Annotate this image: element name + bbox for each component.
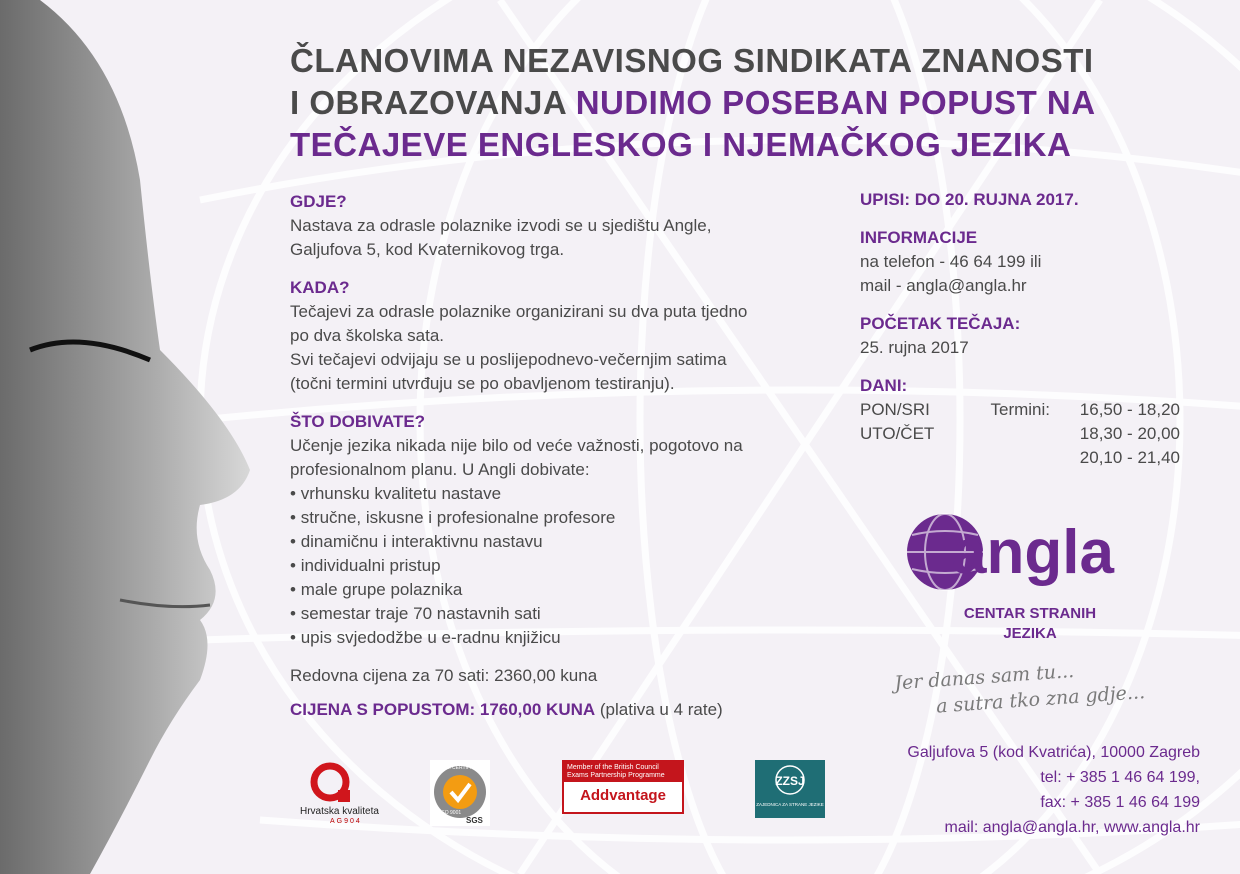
sto-line-1: Učenje jezika nikada nije bilo od veće važnosti, pogotovo na — [290, 436, 743, 455]
sgs-iso-badge — [430, 760, 490, 826]
right-column — [860, 188, 1190, 484]
telephone: tel: + 385 1 46 64 199, — [1040, 769, 1200, 786]
mail-web: mail: angla@angla.hr, www.angla.hr — [944, 819, 1200, 836]
contact-info — [860, 740, 1200, 840]
gdje-line-1: Nastava za odrasle polaznike izvodi se u sjedištu Angle, — [290, 216, 712, 235]
upisi-block — [860, 188, 1190, 212]
gdje-title: GDJE? — [290, 192, 347, 211]
start-date: 25. rujna 2017 — [860, 338, 969, 357]
list-item: • upis svjedodžbe u e-radnu knjižicu — [290, 626, 830, 650]
time-1: 16,50 - 18,20 — [1079, 400, 1180, 419]
left-column — [290, 190, 830, 722]
logo-subtitle — [900, 604, 1160, 644]
sgs-text: SGS — [466, 816, 483, 825]
headline — [290, 40, 1190, 166]
kada-line-4: (točni termini utvrđuju se po obavljenom testiranju). — [290, 374, 675, 393]
info-phone: na telefon - 46 64 199 ili — [860, 252, 1042, 271]
day-1: PON/SRI — [860, 400, 930, 419]
termini-label: Termini: — [990, 400, 1050, 419]
headline-line-3: TEČAJEVE ENGLESKOG I NJEMAČKOG JEZIKA — [290, 126, 1072, 163]
days-title: DANI: — [860, 376, 908, 395]
list-item: • stručne, iskusne i profesionalne profesore — [290, 506, 830, 530]
addvantage-box — [562, 760, 684, 814]
headline-line-1: ČLANOVIMA NEZAVISNOG SINDIKATA ZNANOSTI — [290, 42, 1094, 79]
info-block — [860, 226, 1190, 298]
headline-line-2-purple: NUDIMO POSEBAN POPUST NA — [575, 84, 1096, 121]
angla-logo — [900, 505, 1160, 600]
days-block — [860, 374, 1190, 470]
headline-line-2 — [290, 82, 1190, 124]
hrvatska-kvaliteta-badge — [300, 760, 410, 830]
list-item: • male grupe polaznika — [290, 578, 830, 602]
discount-price: CIJENA S POPUSTOM: 1760,00 KUNA — [290, 700, 596, 719]
logo-subtitle-line-2: JEZIKA — [1003, 625, 1057, 642]
day-2: UTO/ČET — [860, 424, 935, 443]
benefits-list — [290, 482, 830, 650]
start-block — [860, 312, 1190, 360]
zzsj-text: ZZSJ — [775, 774, 805, 788]
list-item: • dinamičnu i interaktivnu nastavu — [290, 530, 830, 554]
logo-text: angla — [952, 518, 1114, 587]
gdje-line-2: Galjufova 5, kod Kvaternikovog trga. — [290, 240, 565, 259]
kada-line-2: po dva školska sata. — [290, 326, 445, 345]
british-council-addvantage-badge — [562, 760, 684, 814]
discount-price-line — [290, 698, 830, 722]
slogan-line-2: a sutra tko zna gdje... — [935, 681, 1146, 718]
start-title: POČETAK TEČAJA: — [860, 314, 1021, 333]
info-title: INFORMACIJE — [860, 228, 978, 247]
info-mail: mail - angla@angla.hr — [860, 276, 1027, 295]
face-profile-image — [0, 0, 300, 874]
list-item: • vrhunsku kvalitetu nastave — [290, 482, 830, 506]
sgs-top-text: SYSTEM CERTIFICATION — [430, 765, 490, 771]
hk-code: AG904 — [330, 818, 362, 825]
gdje-body — [290, 214, 830, 262]
headline-line-2-grey: I OBRAZOVANJA — [290, 84, 576, 121]
sto-line-2: profesionalnom planu. U Angli dobivate: — [290, 460, 590, 479]
hk-name: Hrvatska kvaliteta — [300, 806, 379, 817]
logo-subtitle-line-1: CENTAR STRANIH — [963, 605, 1097, 622]
kada-line-3: Svi tečajevi odvijaju se u poslijepodnevo-večernjim satima — [290, 350, 727, 369]
addvantage-text: Addvantage — [580, 787, 666, 804]
kada-title: KADA? — [290, 278, 350, 297]
list-item: • semestar traje 70 nastavnih sati — [290, 602, 830, 626]
upisi-deadline: UPISI: DO 20. RUJNA 2017. — [860, 190, 1079, 209]
schedule-grid — [860, 398, 1190, 470]
certification-badges — [300, 760, 860, 830]
time-2: 18,30 - 20,00 — [1079, 424, 1180, 443]
kada-line-1: Tečajevi za odrasle polaznike organizirani su dva puta tjedno — [290, 302, 748, 321]
zzsj-badge — [755, 760, 825, 818]
address: Galjufova 5 (kod Kvatrića), 10000 Zagreb — [907, 744, 1200, 761]
zzsj-subtext: ZAJEDNICA ZA STRANE JEZIKE — [756, 802, 824, 807]
fax: fax: + 385 1 46 64 199 — [1040, 794, 1200, 811]
slogan-line-1: Jer danas sam tu... — [893, 659, 1075, 695]
kada-body — [290, 300, 830, 396]
addvantage-top-text: Member of the British Council Exams Partnership Programme — [564, 762, 682, 782]
sto-dobivate-title: ŠTO DOBIVATE? — [290, 412, 426, 431]
discount-note: (plativa u 4 rate) — [595, 700, 723, 719]
regular-price: Redovna cijena za 70 sati: 2360,00 kuna — [290, 666, 598, 685]
sto-dobivate-body — [290, 434, 830, 650]
time-3: 20,10 - 21,40 — [1079, 448, 1180, 467]
quality-q-icon — [300, 760, 360, 808]
sgs-iso-text: ISO 9001 — [440, 810, 462, 816]
list-item: • individualni pristup — [290, 554, 830, 578]
